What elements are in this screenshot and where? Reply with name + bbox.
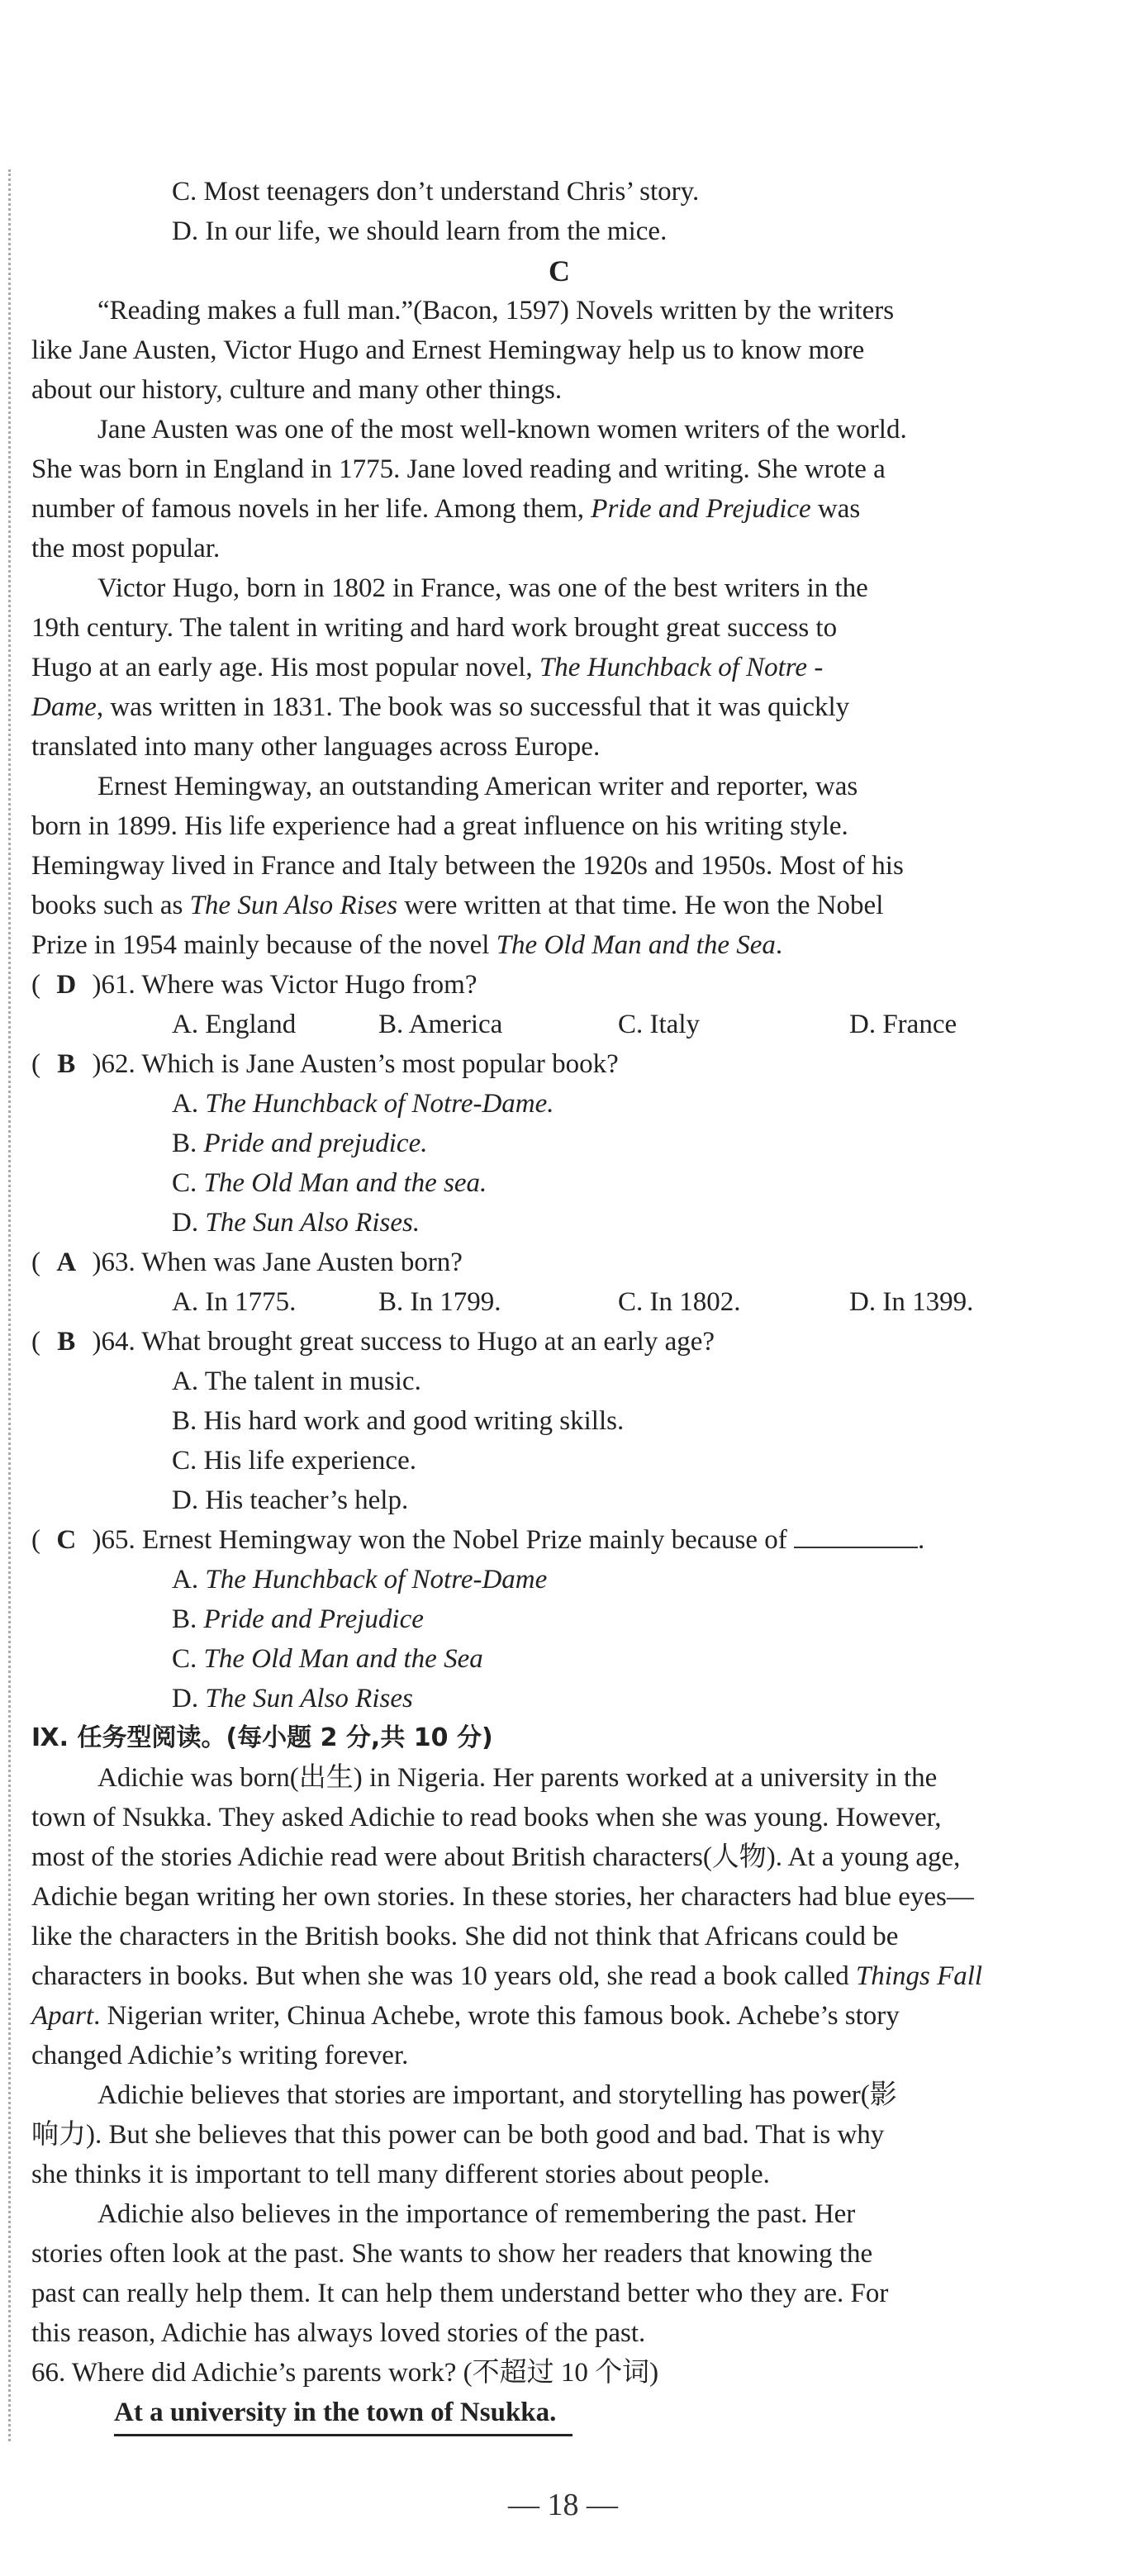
answer-61: D: [56, 970, 77, 1000]
book-title: Apart: [31, 2001, 94, 2031]
option-d: D. The Sun Also Rises: [172, 1684, 413, 1713]
book-title: Pride and Prejudice: [591, 494, 811, 524]
option-d: D. The Sun Also Rises.: [172, 1208, 420, 1238]
question-62: ( B )62. Which is Jane Austen’s most popular book?: [31, 1044, 1087, 1084]
question-63: ( A )63. When was Jane Austen born?: [31, 1243, 1087, 1282]
option-d: D. In 1399.: [849, 1287, 974, 1317]
prev-option-c: C. Most teenagers don’t understand Chris’ story.: [172, 177, 700, 207]
binding-dotted-line: [8, 169, 11, 2441]
passage-c-paragraph-1: “Reading makes a full man.”(Bacon, 1597) Novels written by the writers like Jane Austen, Victor Hugo and Ernest Hemingway help us to know more about our history, culture and many other things.: [31, 296, 895, 405]
option-b: B. His hard work and good writing skills.: [172, 1406, 625, 1436]
passage-c-paragraph-2: Jane Austen was one of the most well-known women writers of the world. She was born in England in 1775. Jane loved reading and writing. She wrote a number of famous novels in her life. Among them, Pride and Prejudice was the most popular.: [31, 415, 907, 563]
option-a: A. The talent in music.: [172, 1366, 421, 1396]
book-title: Things Fall: [855, 1961, 983, 1991]
option-c: C. His life experience.: [172, 1446, 416, 1476]
option-a: A. The Hunchback of Notre-Dame.: [172, 1089, 554, 1119]
book-title: Dame: [31, 692, 97, 722]
book-title: The Old Man and the Sea: [496, 930, 776, 960]
answer-65: C: [56, 1525, 77, 1555]
question-64: ( B )64. What brought great success to Hugo at an early age?: [31, 1322, 1087, 1362]
worksheet-page: [31, 172, 1087, 2436]
question-61: ( D )61. Where was Victor Hugo from?: [31, 965, 1087, 1005]
option-c: C. In 1802.: [618, 1287, 741, 1317]
option-c: C. The Old Man and the sea.: [172, 1168, 487, 1198]
section-9-heading: Ⅸ. 任务型阅读。(每小题 2 分,共 10 分): [31, 1723, 493, 1752]
book-title: The Hunchback of Notre -: [539, 653, 824, 682]
option-d: D. His teacher’s help.: [172, 1485, 409, 1515]
passage-c-paragraph-3: Victor Hugo, born in 1802 in France, was one of the best writers in the 19th century. The talent in writing and hard work brought great success to Hugo at an early age. His most popular novel, The Hunchback of Notre - Dame, was written in 1831. The book was so successful that it was quickly translated into many other languages across Europe.: [31, 573, 868, 762]
answer-blank: [794, 1522, 918, 1548]
passage-c-title: C: [549, 254, 570, 288]
option-c: C. The Old Man and the Sea: [172, 1644, 483, 1674]
section-9-paragraph-2: Adichie believes that stories are important, and storytelling has power(影 响力). But she believes that this power can be both good and bad. That is why she thinks it is important to tell many different stories about people.: [31, 2080, 897, 2189]
option-b: B. Pride and Prejudice: [172, 1604, 424, 1634]
option-a: A. In 1775.: [172, 1287, 297, 1317]
answer-64: B: [57, 1327, 76, 1357]
question-61-options: [31, 1005, 1087, 1044]
option-b: B. America: [378, 1010, 503, 1039]
section-9-paragraph-3: Adichie also believes in the importance of remembering the past. Her stories often look at the past. She wants to show her readers that knowing the past can really help them. It can help them understand better who they are. For this reason, Adichie has always loved stories of the past.: [31, 2199, 889, 2348]
question-66: 66. Where did Adichie’s parents work? (不超过 10 个词): [31, 2358, 659, 2388]
option-b: B. Pride and prejudice.: [172, 1129, 428, 1158]
question-65: ( C )65. Ernest Hemingway won the Nobel Prize mainly because of .: [31, 1520, 1087, 1560]
answer-62: B: [57, 1049, 76, 1079]
book-title: The Sun Also Rises: [189, 891, 398, 920]
question-63-options: [31, 1282, 1087, 1322]
prev-option-d: D. In our life, we should learn from the mice.: [172, 216, 668, 246]
option-a: A. England: [172, 1010, 297, 1039]
answer-66: At a university in the town of Nsukka.: [114, 2393, 573, 2436]
passage-c-paragraph-4: Ernest Hemingway, an outstanding American writer and reporter, was born in 1899. His life experience had a great influence on his writing style. Hemingway lived in France and Italy between the 1920s and 1950s. Most of his books such as The Sun Also Rises were written at that time. He won the Nobel Prize in 1954 mainly because of the novel The Old Man and the Sea.: [31, 772, 904, 960]
option-d: D. France: [849, 1010, 957, 1039]
option-c: C. Italy: [618, 1010, 700, 1039]
section-9-paragraph-1: Adichie was born(出生) in Nigeria. Her parents worked at a university in the town of Nsukka. They asked Adichie to read books when she was young. However, most of the stories Adichie read were about British characters(人物). At a young age, Adichie began writing her own stories. In these stories, her characters had blue eyes— like the characters in the British books. She did not think that Africans could be characters in books. But when she was 10 years old, she read a book called Things Fall Apart. Nigerian writer, Chinua Achebe, wrote this famous book. Achebe’s story changed Adichie’s writing forever.: [31, 1763, 983, 2070]
option-b: B. In 1799.: [378, 1287, 501, 1317]
answer-63: A: [56, 1248, 77, 1277]
page-number: — 18 —: [508, 2488, 618, 2522]
option-a: A. The Hunchback of Notre-Dame: [172, 1565, 548, 1595]
